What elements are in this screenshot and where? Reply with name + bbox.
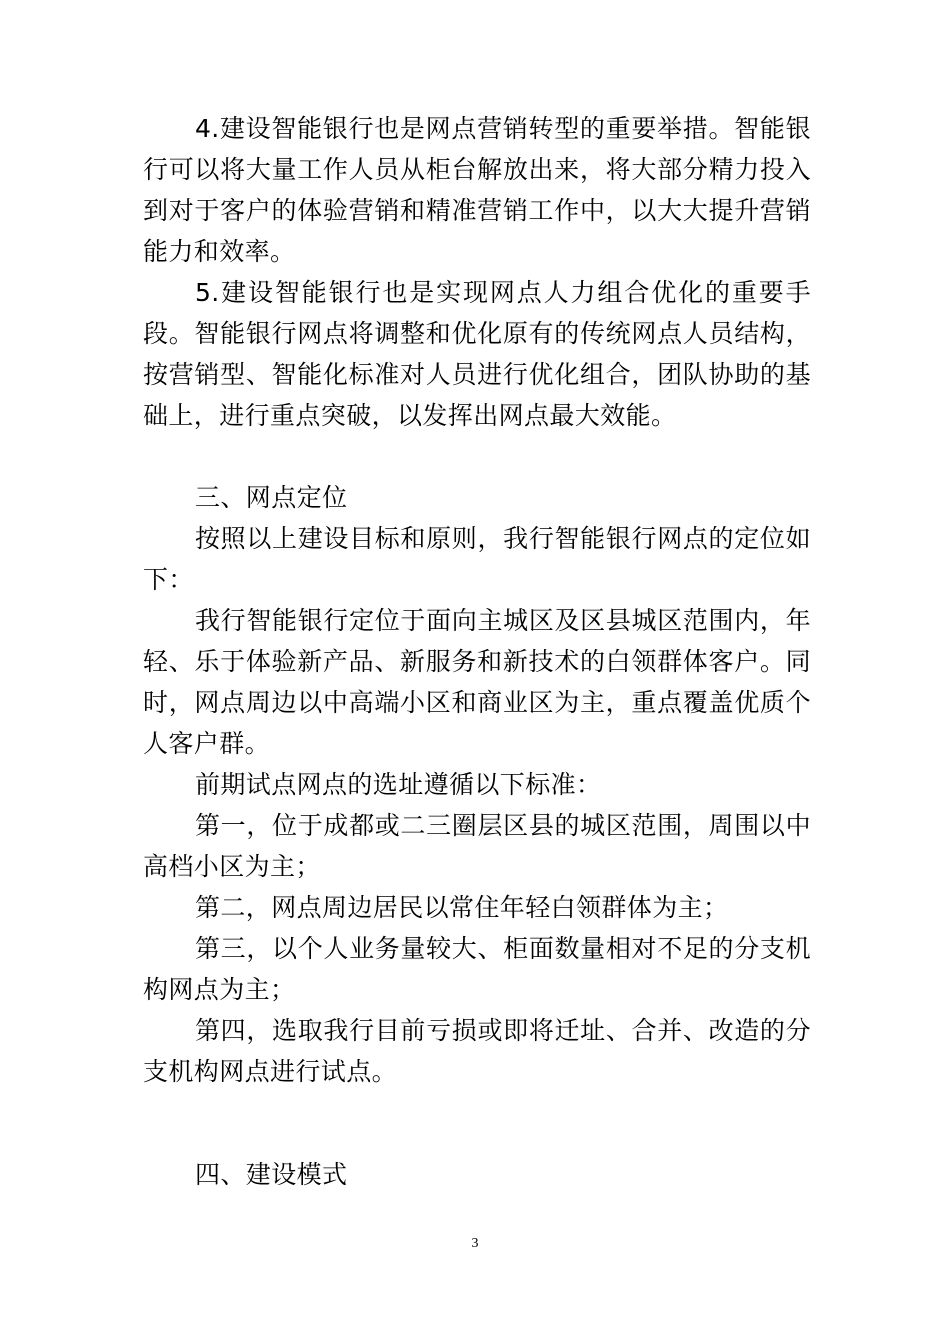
paragraph-criterion-3: 第三，以个人业务量较大、柜面数量相对不足的分支机构网点为主； <box>143 934 811 1004</box>
paragraph-site-criteria-intro: 前期试点网点的选址遵循以下标准： <box>195 770 602 799</box>
paragraph-positioning-intro: 按照以上建设目标和原则，我行智能银行网点的定位如下： <box>143 524 811 594</box>
section-heading-construction-mode: 四、建设模式 <box>195 1160 348 1189</box>
paragraph-item-4: 4.建设智能银行也是网点营销转型的重要举措。智能银行可以将大量工作人员从柜台解放出来，将大部分精力投入到对于客户的体验营销和精准营销工作中，以大大提升营销能力和效率。 <box>143 114 811 266</box>
paragraph-criterion-4: 第四，选取我行目前亏损或即将迁址、合并、改造的分支机构网点进行试点。 <box>143 1016 811 1086</box>
document-body <box>143 108 811 1195</box>
paragraph-positioning-target: 我行智能银行定位于面向主城区及区县城区范围内，年轻、乐于体验新产品、新服务和新技术的白领群体客户。同时，网点周边以中高端小区和商业区为主，重点覆盖优质个人客户群。 <box>143 606 811 758</box>
paragraph-item-5: 5.建设智能银行也是实现网点人力组合优化的重要手段。智能银行网点将调整和优化原有的传统网点人员结构，按营销型、智能化标准对人员进行优化组合，团队协助的基础上，进行重点突破，以发挥出网点最大效能。 <box>143 278 811 430</box>
section-heading-positioning: 三、网点定位 <box>195 483 348 512</box>
paragraph-criterion-1: 第一，位于成都或二三圈层区县的城区范围，周围以中高档小区为主； <box>143 811 811 881</box>
paragraph-criterion-2: 第二，网点周边居民以常住年轻白领群体为主； <box>195 893 729 922</box>
page-number: 3 <box>471 1236 479 1251</box>
